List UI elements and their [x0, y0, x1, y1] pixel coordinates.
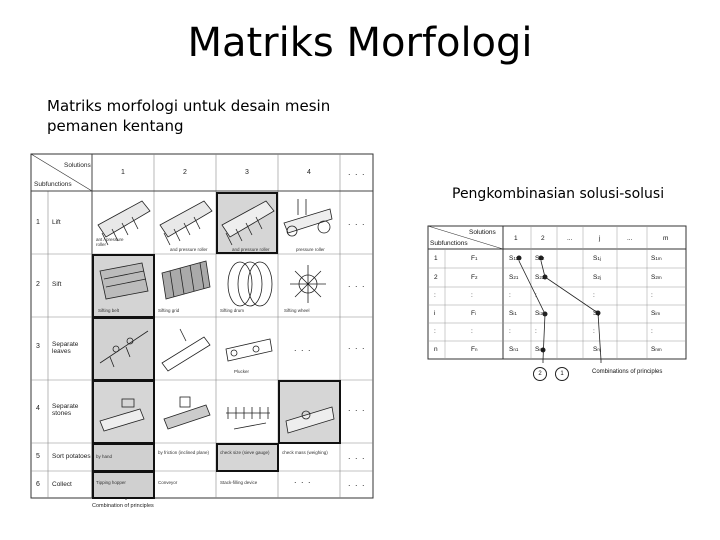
- right-table-cell: :: [535, 292, 537, 299]
- right-table-cell: Sn1: [509, 346, 519, 353]
- marker-2: 2: [533, 367, 547, 381]
- right-row-function: Fn: [471, 346, 478, 353]
- row-num-5: 5: [36, 453, 40, 460]
- row-num-4: 4: [36, 405, 40, 412]
- column-header-4: 4: [307, 169, 311, 176]
- right-caption: Pengkombinasian solusi-solusi: [452, 186, 665, 202]
- right-table-cell: Si2: [535, 310, 543, 317]
- right-col-ellipsis-2: ...: [627, 235, 633, 242]
- caption-collect-1: Tipping hopper: [96, 480, 126, 485]
- right-table-cell: :: [593, 292, 595, 299]
- row-num-1: 1: [36, 219, 40, 226]
- right-row-num: i: [434, 310, 436, 317]
- right-table-cell: Snm: [651, 346, 662, 353]
- caption-collect-3: Stack-filling device: [220, 480, 258, 485]
- left-matrix-footer: Combination of principles: [92, 503, 154, 509]
- right-row-num: 2: [434, 274, 438, 281]
- right-table-cell: Sn2: [535, 346, 545, 353]
- right-header-subfunctions: Subfunctions: [430, 240, 468, 247]
- right-row-function: F2: [471, 274, 478, 281]
- right-col-1: 1: [514, 235, 518, 242]
- row-label-separate-leaves: Separate leaves: [52, 341, 79, 355]
- right-row-function: :: [471, 292, 473, 299]
- column-header-2: 2: [183, 169, 187, 176]
- caption-sort-3: check size (sieve gauge): [220, 450, 270, 455]
- matrix-grid: [30, 153, 374, 500]
- right-row-function: :: [471, 328, 473, 335]
- column-header-more: . . .: [348, 167, 366, 177]
- combination-table-figure: [427, 225, 689, 377]
- right-table-cell: Si1: [509, 310, 517, 317]
- right-table-cell: S2m: [651, 274, 662, 281]
- column-header-3: 3: [245, 169, 249, 176]
- caption-lift-3: and pressure roller: [232, 247, 270, 252]
- lift-drawings-row: [98, 193, 332, 253]
- row-num-2: 2: [36, 281, 40, 288]
- row-dots-2: . . .: [348, 279, 366, 289]
- right-table-footer: Combinations of principles: [592, 369, 663, 375]
- caption-sort-4: check mass (weighing): [282, 450, 328, 455]
- caption-sort-2: by friction (inclined plane): [158, 450, 210, 455]
- caption-lift-4: pressure roller: [296, 247, 325, 252]
- caption-sift-3: Sifting drum: [220, 308, 245, 313]
- row-label-collect: Collect: [52, 481, 72, 488]
- right-col-j: j: [599, 235, 601, 242]
- right-header-solutions: Solutions: [469, 229, 496, 236]
- caption-sift-1: Sifting belt: [98, 308, 120, 313]
- right-table-cell: :: [651, 292, 653, 299]
- caption-leaves-4: . . .: [294, 343, 312, 353]
- right-table-cell: S11: [509, 255, 519, 262]
- caption-collect-4: . . .: [294, 475, 312, 485]
- row-dots-6: . . .: [348, 478, 366, 488]
- column-header-1: 1: [121, 169, 125, 176]
- right-row-num: :: [434, 328, 436, 335]
- caption-sort-1: by hand: [96, 454, 113, 459]
- caption-lift-1: ant / pressure roller: [96, 237, 124, 247]
- right-table-cell: S1m: [651, 255, 662, 262]
- row-num-6: 6: [36, 481, 40, 488]
- right-table-cell: S2j: [593, 274, 601, 281]
- right-row-num: n: [434, 346, 438, 353]
- morphological-matrix-figure: [30, 153, 374, 500]
- combination-path-1: [541, 261, 601, 363]
- slide-subtitle: Matriks morfologi untuk desain mesin pemanen kentang: [47, 97, 331, 135]
- right-row-num: :: [434, 292, 436, 299]
- row-label-sort-potatoes: Sort potatoes: [52, 453, 91, 460]
- right-row-function: Fi: [471, 310, 476, 317]
- right-table-cell: S1j: [593, 255, 601, 262]
- slide-title: Matriks Morfologi: [187, 20, 533, 66]
- right-table-cell: :: [651, 328, 653, 335]
- row-dots-4: . . .: [348, 403, 366, 413]
- right-col-2: 2: [541, 235, 545, 242]
- right-table-cell: S21: [509, 274, 519, 281]
- row-num-3: 3: [36, 343, 40, 350]
- row-label-separate-stones: Separate stones: [52, 403, 79, 417]
- right-table-cell: S12: [535, 255, 545, 262]
- row-label-lift: Lift: [52, 219, 61, 226]
- row-dots-1: . . .: [348, 217, 366, 227]
- row-label-sift: Sift: [52, 281, 62, 288]
- caption-sift-4: Sifting wheel: [284, 308, 310, 313]
- right-table-cell: Sim: [651, 310, 661, 317]
- right-table-cell: S22: [535, 274, 545, 281]
- right-col-ellipsis-1: ...: [567, 235, 573, 242]
- right-table-cell: Snj: [593, 346, 601, 353]
- caption-leaves-3: Plucker: [234, 369, 250, 374]
- row-dots-3: . . .: [348, 341, 366, 351]
- header-subfunctions-label: Subfunctions: [34, 181, 72, 188]
- header-solutions-label: Solutions: [64, 162, 91, 169]
- caption-collect-2: Conveyor: [158, 480, 178, 485]
- right-table-cell: Sij: [593, 310, 600, 317]
- right-table-cell: :: [509, 292, 511, 299]
- caption-lift-2: and pressure roller: [170, 247, 208, 252]
- marker-1: 1: [555, 367, 569, 381]
- row-dots-5: . . .: [348, 451, 366, 461]
- right-row-num: 1: [434, 255, 438, 262]
- right-table-cell: :: [509, 328, 511, 335]
- right-table-cell: :: [593, 328, 595, 335]
- right-col-m: m: [663, 235, 669, 242]
- right-row-function: F1: [471, 255, 478, 262]
- caption-sift-2: Sifting grid: [158, 308, 180, 313]
- separate-stones-drawings-row: [93, 381, 340, 443]
- right-table-cell: :: [535, 328, 537, 335]
